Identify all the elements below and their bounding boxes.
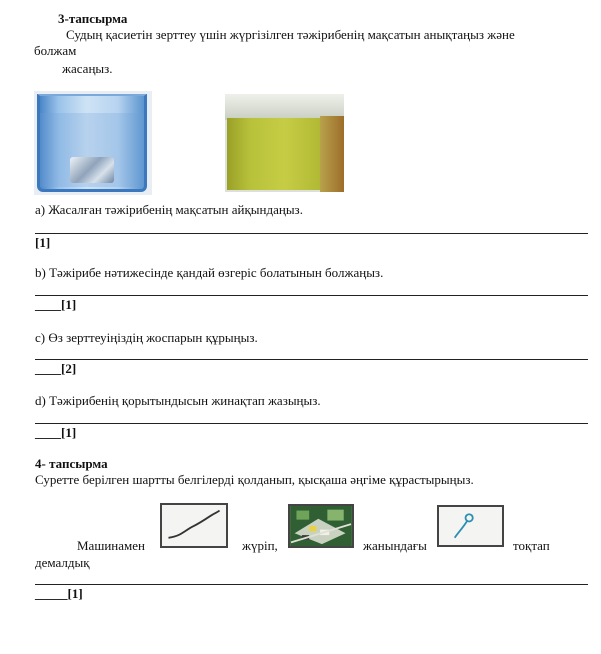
question-d: d) Тәжірибенің қорытындысын жинақтап жазыңыз.: [35, 393, 321, 408]
question-c: c) Өз зерттеуіңіздің жоспарын құрыңыз.: [35, 330, 258, 345]
answer-line-b[interactable]: [35, 295, 588, 296]
mark-a: [1]: [35, 235, 51, 250]
answer-line-a[interactable]: [35, 233, 588, 234]
task3-title: 3-тапсырма: [58, 11, 128, 26]
question-a: a) Жасалған тәжірибенің мақсатын айқындаңыз.: [35, 202, 303, 217]
task4-title: 4- тапсырма: [35, 456, 108, 471]
question-b: b) Тәжірибе нәтижесінде қандай өзгеріс болатынын болжаңыз.: [35, 265, 384, 280]
task3-intro-line3: жасаңыз.: [62, 61, 113, 76]
task3-intro-line2: болжам: [34, 43, 77, 58]
sentence-word-1: Машинамен: [77, 538, 145, 553]
park-map-sign-icon: [288, 504, 354, 548]
beaker-with-ice-cube-image: [34, 91, 152, 195]
answer-line-task4[interactable]: [35, 584, 588, 585]
task4-intro: Суретте берілген шартты белгілерді қолданып, қысқаша әңгіме құрастырыңыз.: [35, 472, 474, 487]
mark-b: ____[1]: [35, 297, 77, 312]
beaker-with-green-liquid-image: [225, 94, 344, 192]
mark-d: ____[1]: [35, 425, 77, 440]
sentence-word-4: тоқтап: [513, 538, 550, 553]
sentence-word-3: жанындағы: [363, 538, 427, 553]
mark-c: ____[2]: [35, 361, 77, 376]
mark-task4: _____[1]: [35, 586, 83, 601]
answer-line-c[interactable]: [35, 359, 588, 360]
task3-intro-line1: Судың қасиетін зерттеу үшін жүргізілген тәжірибенің мақсатын анықтаңыз және: [66, 27, 515, 42]
winding-road-sign-icon: [160, 503, 228, 548]
spring-water-sign-icon: [437, 505, 504, 547]
sentence-word-2: жүріп,: [242, 538, 278, 553]
answer-line-d[interactable]: [35, 423, 588, 424]
sentence-word-5: демалдық: [35, 555, 90, 570]
